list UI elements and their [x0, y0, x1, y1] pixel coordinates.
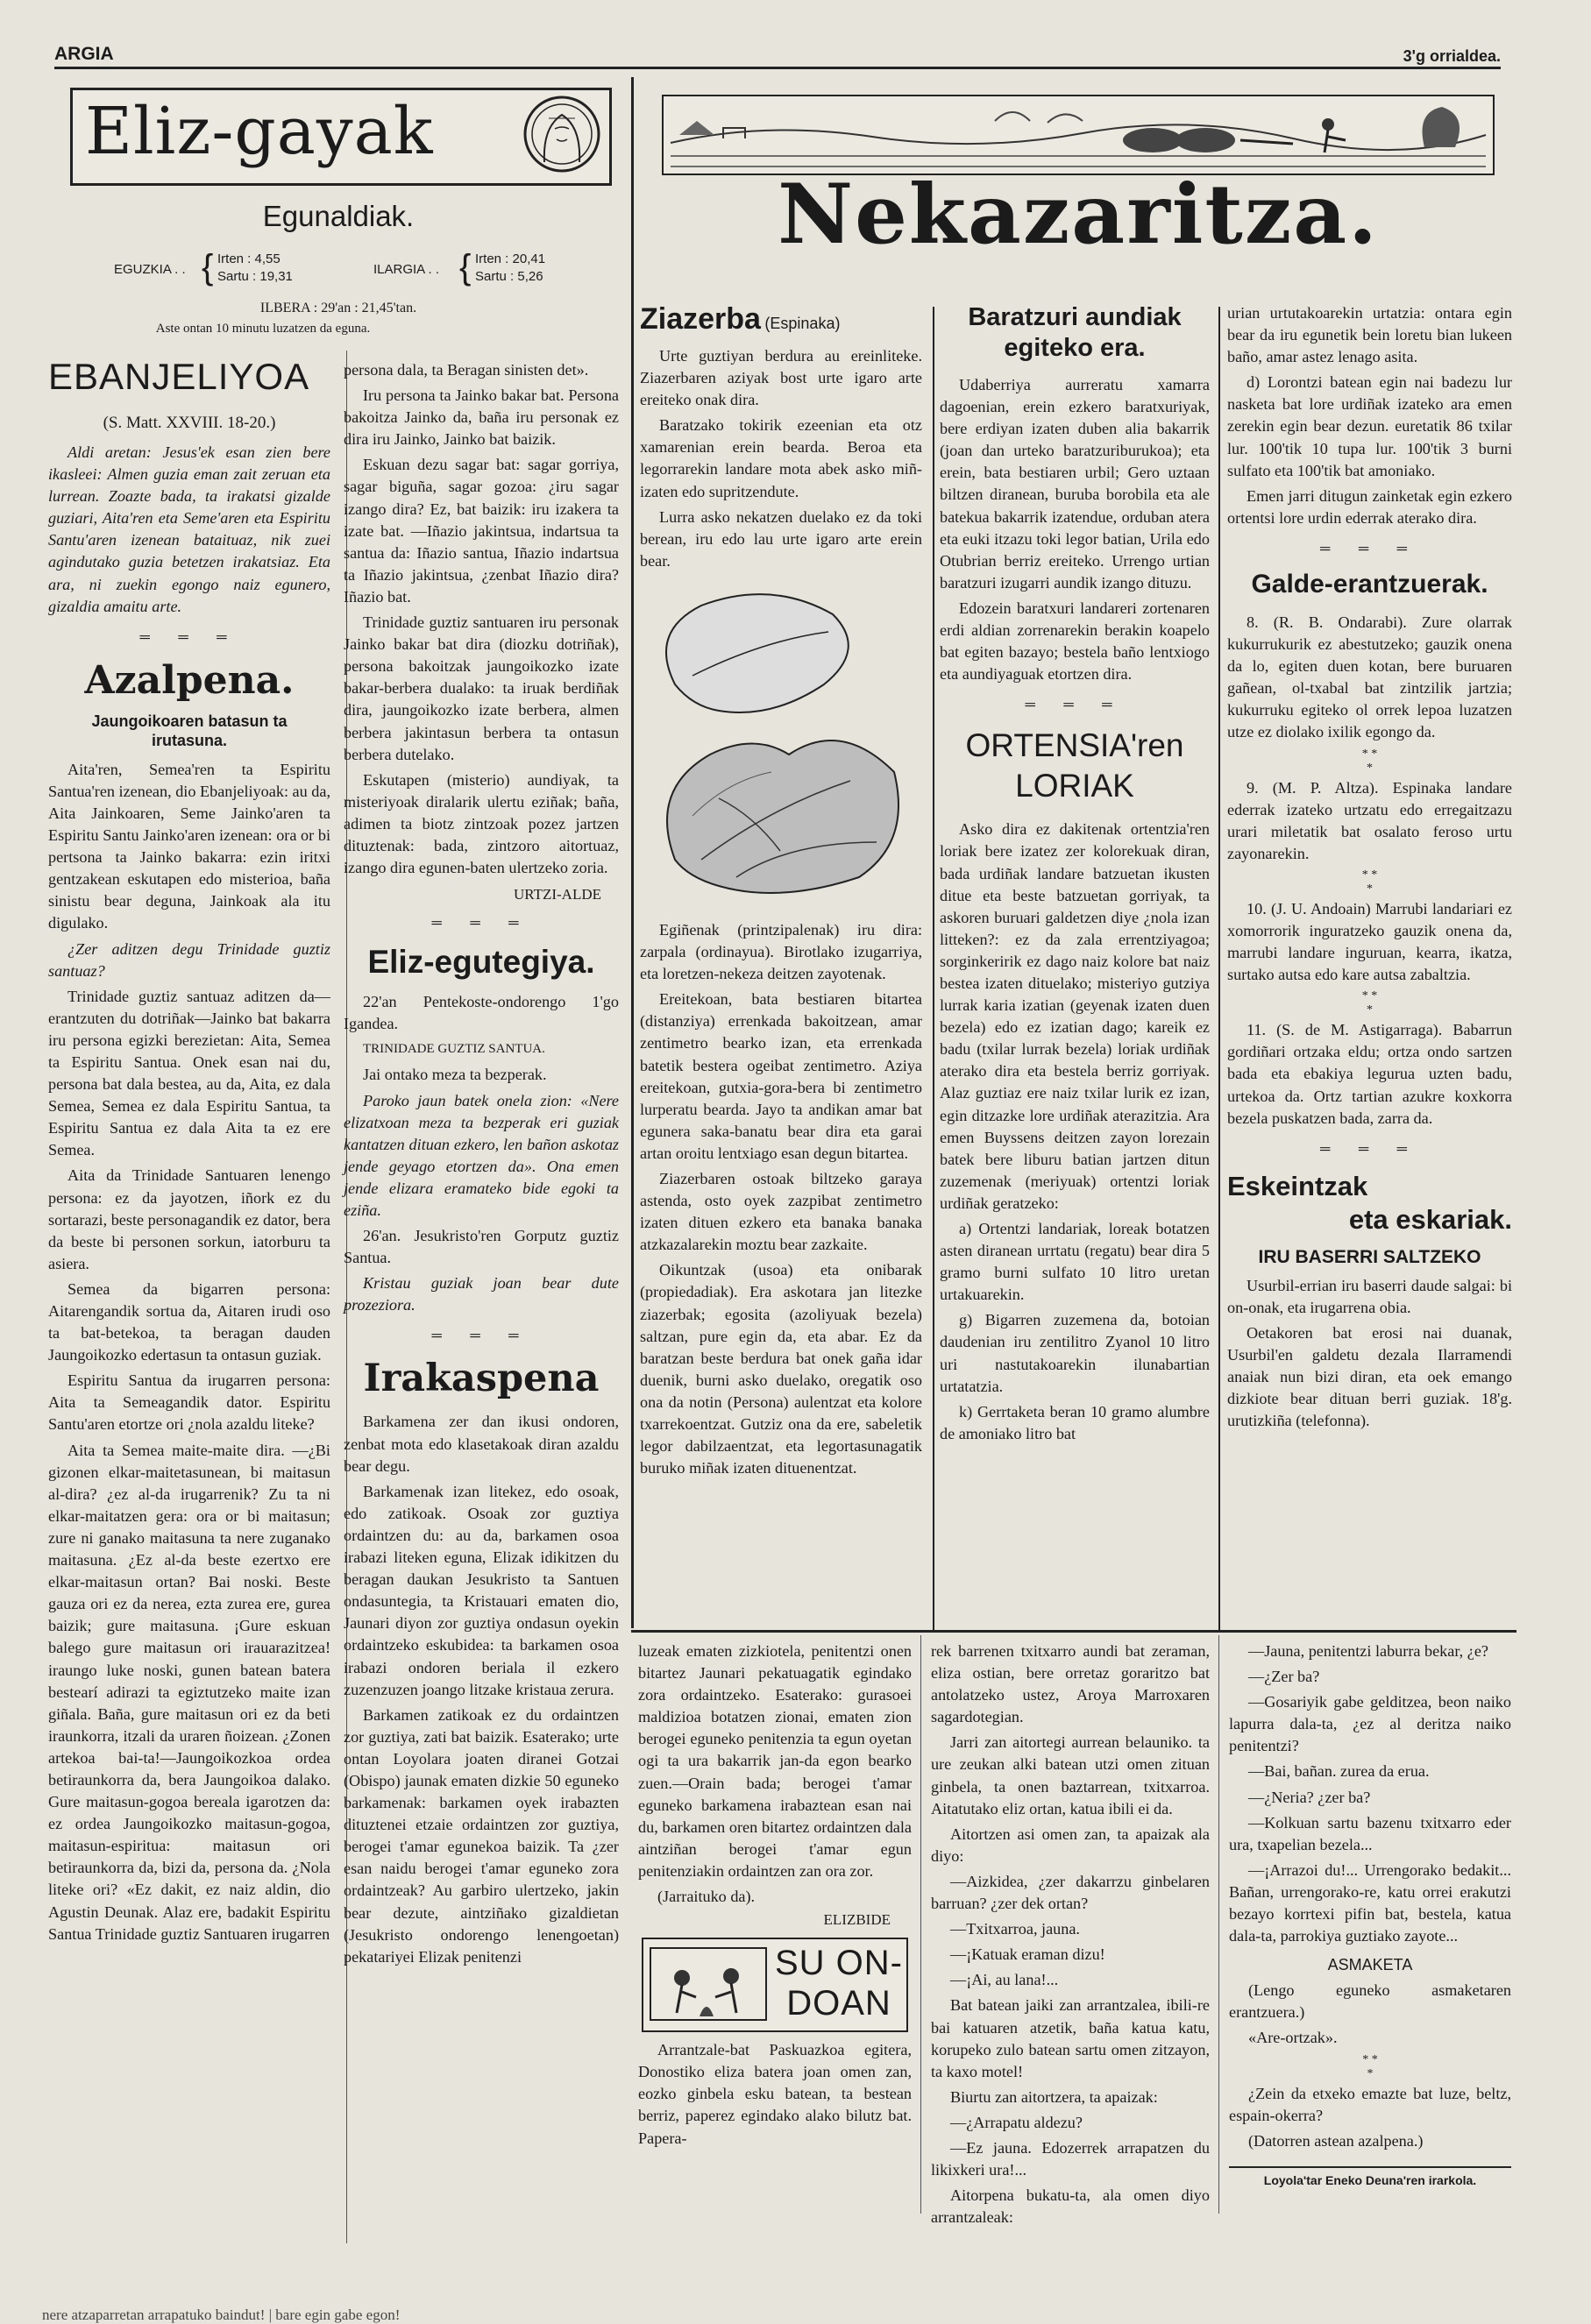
ebanjeliyoa-ref: (S. Matt. XXVIII. 18-20.) — [103, 414, 276, 432]
paragraph: Aita ta Semea maite-maite dira. —¿Bi gizonen elkar-maitetasunean, bi maitasun al-dira? ¿ez al-da irugarrenik? Zu ta ni elkar-maitatzen gera: ora or bi maitasun; zure ni ganako maitasuna ta nere zuganako maitasuna. ¿Ez al-da beste ezertxo ere elkar-maitasun ortan? Bai noski. Beste gauza ori ez da nerea, ezta zurea ere, gurea baizik; gure maitasuna. ¡Gure eskuan balego gure maitasun ori irauarazitzea! iraungo luke noski, gunen batean batera bestearí adirazi ta egiztutzeko maite izan giñala. Baña, gure maitasun ori ez da beti iraunkorra, itzali da uraren ñoizean. ¿Zonen artekoa bai-ta!—Jaungoikozkoa ordea betiraunkorra da, bera Jaungoikoa dalako. Gure maitasun-gogoa bereala igarotzen da: ez ordea Jaungoikozko maitasun-gogoa, maitasun-espiritua: maitasun ori betiraunkorra da, bizi da, persona da. ¿Nola liteke ori? «Ez dakit, ez naiz aldin, dio Agustin Deunak. Alaz ere, badakit Espiritu Santua Trinidade guztiz Santuaren irugarren — [48, 1441, 330, 1943]
irakaspena-title: Irakaspena — [363, 1357, 600, 1401]
galde-erantzuerak-title: Galde-erantzuerak. — [1251, 569, 1488, 599]
column-4 — [940, 302, 1210, 1449]
paragraph: Egiñenak (printzipalenak) iru dira: zarpala (ordinayua). Birotlako izugarriya, eta loretzen-nekeza deitzen zayotenak. — [640, 920, 922, 983]
paragraph: Eskutapen (misterio) aundiyak, ta misteriyoak diralarik ulertu eziñak; baña, adimen ta biotz zintzoak pozez jartzen dituztenak: bada, zintzoro aitortuaz, izango dira egunen-baten ulertzeko zoria. — [344, 770, 619, 877]
su-ondoan-line-1: SU ON- — [775, 1944, 903, 1983]
paragraph: Edozein baratxuri landareri zortenaren erdi aldian zorrenarekin berakin koapelo bat egiten bazayo; bestela baño lentxiogo eta aundiyaguak etortzen dira. — [940, 599, 1210, 684]
nekazaritza-title: Nekazaritza. — [778, 167, 1379, 263]
brace: { — [459, 248, 472, 287]
baratzuri-title: Baratzuri aundiak egiteko era. — [968, 303, 1182, 362]
question-item: 10. (J. U. Andoain) Marrubi landariari ez xomorrorik inguratzeko gauzik onena da, marrubi landare inguruan, kearra, ikatza, surtako autsa edo kare autsa zabaltzia. — [1227, 899, 1512, 984]
paragraph: persona dala, ta Beragan sinisten det». — [344, 361, 589, 379]
paragraph: Espiritu Santua da irugarren persona: Aita ta Semeagandik dator. Espiritu Santu'aren etortze ori ¿nola azaldu liteke? — [48, 1371, 330, 1434]
separator-stars: * * * — [1362, 2052, 1378, 2080]
azalpena-title: Azalpena. — [84, 657, 295, 703]
paragraph: —Jauna, penitentzi laburra bekar, ¿e? — [1248, 1642, 1488, 1660]
section-separator: ═ ═ ═ — [1320, 541, 1419, 556]
column-rule — [933, 307, 934, 1630]
paragraph: Barkamenak izan litekez, edo osoak, edo zatikoak. Osoak zor guztiya ordaintzen du: au da, barkamen osoa irabazi liteken eguna, Elizak idikitzen du beragan daukan Jesukristo ta Santuen ondasuntegia, ta Kristauari ematen dio, Jaunari diyon zor guztiya ondasun oyekin ordaintzeko eskubidea: ta barkamen osoa irabazi ondoren beriala il ezkero zuzenzuzen joango litzake kristaua zerura. — [344, 1482, 619, 1698]
paragraph: —¿Arrapatu aldezu? — [950, 2113, 1083, 2131]
fireside-illustration-icon — [647, 1943, 770, 2025]
ortensia-title-line-2: LORIAK — [1015, 768, 1134, 804]
paragraph: urian urtutakoarekin urtatzia: ontara egin bear da iru egunetik bein loretu bian lukeen baño, amar astez lenago asita. — [1227, 304, 1512, 366]
paragraph: —¿Zer ba? — [1248, 1668, 1320, 1686]
eliz-egutegiya-title: Eliz-egutegiya. — [367, 944, 595, 981]
paragraph: 26'an. Jesukristo'ren Gorputz guztiz Santua. — [344, 1227, 619, 1267]
paragraph: Baratzako tokirik ezeenian eta otz xamarenian erein bearda. Beroa eta legorrarekin landare mota abek asko miñ-izaten edo supritzendute. — [640, 416, 922, 500]
header-rule — [54, 67, 1501, 69]
lower-column-3 — [1229, 1640, 1511, 2189]
column-3 — [640, 302, 922, 1483]
header-page-number: 3'g orrialdea. — [1403, 47, 1501, 65]
paragraph: ¿Zein da etxeko emazte bat luze, beltz, espain-okerra? — [1229, 2084, 1511, 2124]
paragraph: luzeak ematen zizkiotela, penitentzi onen bitartez Jaunari pekatuagatik egindako zora ordaintzeko. Esaterako: gurasoei maldizioa botatzen zionai, ematen zion berogei eguneko penitenzia ta egun oyetan ogi ta ura bakarrik jan-da egon bearko zuen.—Orain bada; berogei t'amar eguneko barkamena irabaztean esan nai du, barkamen oren bitartez ordaintzen dala aintziñan berogei t'amar egun penitenziakin ordaintzen zan ora zor. — [638, 1642, 912, 1880]
elizbide-signature: ELIZBIDE — [823, 1911, 891, 1929]
asmaketa-title: ASMAKETA — [1327, 1956, 1413, 1974]
paragraph: Jai ontako meza ta bezperak. — [363, 1066, 547, 1084]
lower-column-1 — [638, 1640, 912, 2153]
printer-footer: Loyola'tar Eneko Deuna'ren irarkola. — [1263, 2172, 1477, 2187]
paragraph: Lurra asko nekatzen duelako ez da toki berean, iru edo lau urte igaro arte erein bear. — [640, 507, 922, 570]
question-item: 9. (M. P. Altza). Espinaka landare ederrak izateko urtzatu edo erregaitzazu urari miletatik bat osalato feroso urtu zayonarekin. — [1227, 778, 1512, 862]
spinach-illustration — [640, 579, 922, 912]
brace: { — [202, 248, 214, 287]
farming-scene-illustration — [662, 95, 1495, 175]
paragraph: Emen jarri ditugun zainketak egin ezkero ortentsi lore urdin ederrak aterako dira. — [1227, 486, 1512, 527]
paragraph: Barkamena zer dan ikusi ondoren, zenbat mota edo klasetakoak diran azaldu bear degu. — [344, 1413, 619, 1475]
ziazerba-heading — [640, 302, 922, 337]
paragraph: ¿Zer aditzen degu Trinidade guztiz santuaz? — [48, 939, 330, 980]
header-publication: ARGIA — [54, 44, 114, 64]
eguzkia-rise: Irten : 4,55 — [217, 252, 281, 266]
separator-stars: * * * — [1361, 868, 1378, 896]
paragraph: Ziazerbaren ostoak biltzeko garaya astenda, osto oyek zazpibat zentimetro izaten dituen ezkero eta banaka banaka atzkazalarekin moztu bear zazkaite. — [640, 1169, 922, 1254]
question-item: 8. (R. B. Ondarabi). Zure olarrak kukurrukurik ez abestutzeko; gauzik onena da lo, egiten duen kotan, bere buruaren gañean, ol-txabal bat zintzilik jartzia; kukurruku egiteko ol orrek lepoa luzatzen utze ez diolako ixilik egongo da. — [1227, 613, 1512, 741]
paragraph: Aita da Trinidade Santuaren lenengo persona: ez da jayotzen, iñork ez du sortarazi, beste personagandik ez dator, bera da beste bi personen sorkun, iatorburu ta asiera. — [48, 1166, 330, 1272]
paragraph: Trinidade guztiz santuaren iru personak Jainko bakar bat dira (diozku dotriñak), persona bakoitzak jaungoikozko izate bakar-berbera dualako: ta iruak berdiñak dira, jaungoikozko izate berbera, almen berbera jakintasun berbera ta ontasun berbera dutelako. — [344, 613, 619, 763]
paragraph: d) Lorontzi batean egin nai badezu lur nasketa bat lore urdiñak izateko ara emen zerekin egin bear dezun. euretatik 86 txilar lur. 100'tik 10 tupa lur. 100'tik 3 burni sulfato eta 100'tik bat amoniako. — [1227, 373, 1512, 479]
paragraph: —¿Neria? ¿zer ba? — [1248, 1788, 1371, 1806]
column-1 — [48, 349, 330, 1949]
separator-stars: * * * — [1361, 747, 1378, 775]
paragraph: g) Bigarren zuzemena da, botoian daudenian iru zentilitro Zyanol 10 litro uri nastutakoarekin ilunabartian urtatatzia. — [940, 1311, 1210, 1395]
paragraph: Barkamen zatikoak ez du ordaintzen zor guztiya, zati bat baizik. Esaterako; urte ontan Loyolara joaten diranei Gotzai (Obispo) jaunak ematen dizkie 50 eguneko barkamenak: barkamen oyek irabazten dituztenei etzaie ordaintzen zor guztiya, berogei t'amar egunekoa baizik. Ta ¿zer esan naidu berogei t'amar eguneko zora ordaintzeak? Au garbiro ulertzeko, jakin bear dezute, aintziñako gizaldietan (Jesukristo ondorengo lenengoetan) pekatariyei Elizak penitenzi — [344, 1705, 619, 1966]
paragraph: (Datorren astean azalpena.) — [1248, 2131, 1424, 2150]
column-2 — [344, 359, 619, 1972]
ziazerba-subtitle: (Espinaka) — [764, 315, 841, 332]
ortensia-title — [940, 726, 1210, 806]
column-rule — [1218, 307, 1220, 1630]
paragraph: Oikuntzak (usoa) eta onibarak (propiedadiak). Era askotara jan litezke ziazerbak; egosita (azoliyuak bezela) saltzan, pure egin da, eta abar. Ez da baratzan beste berdura bat onek gaña idar duenik, burni asko duelako, oregatik oso ona da notin (Persona) aulentzat eta kolore txarrekoentzat. Gutziz ona da ere, sabeletik legor dabilzaentzat, eta legortasunagatik buruko miñak izaten dituenentzat. — [640, 1261, 922, 1477]
paragraph: —Aizkidea, ¿zer dakarrzu ginbelaren barruan? ¿zer dek ortan? — [931, 1872, 1210, 1913]
bottom-cut-line: nere atzaparretan arrapatuko baindut! | bare egin gabe egon! — [42, 2306, 401, 2323]
paragraph: Biurtu zan aitortzera, ta apaizak: — [950, 2087, 1158, 2106]
column-5 — [1227, 302, 1512, 1435]
ebanjeliyoa-title: EBANJELIYOA — [48, 356, 310, 397]
paragraph: Trinidade guztiz santuaz aditzen da—erantzuten du dotriñak—Jainko bat bakarra iru persona egizki berezietan: Aita, Semea ta Espiritu Santua. Onek esan nai du, persona bat dala bestea, au da, Aita, ez dala Semea, Semea ez dala Espiritu Santua, ta Espiritu Santua ez dala Aita ta ez ere Semea. — [48, 987, 330, 1159]
paragraph: Usurbil-errian iru baserri daude salgai: bi on-onak, eta irugarrena obia. — [1227, 1276, 1512, 1316]
paragraph: (Lengo eguneko asmaketaren erantzuera.) — [1229, 1981, 1511, 2022]
question-item: 11. (S. de M. Astigarraga). Babarrun gordiñari ortzaka eldu; ortza ondo sartzen bada eta ebakiya legurua uzten badu, urtekoa da. Ortz tartian azukre koxkorra bezela puskatzen bada, zarra da. — [1227, 1021, 1512, 1127]
separator-stars: * * * — [1361, 989, 1378, 1017]
paragraph: —Kolkuan sartu bazenu txitxarro eder ura, txapelian bezela... — [1229, 1813, 1511, 1853]
paragraph: 22'an Pentekoste-ondorengo 1'go Igandea. — [344, 993, 619, 1033]
paragraph: —Bai, bañan. zurea da erua. — [1248, 1762, 1430, 1781]
section-separator: ═ ═ ═ — [431, 916, 531, 932]
su-ondoan-banner — [642, 1938, 908, 2032]
eskeintzak-title-line-1: Eskeintzak — [1227, 1170, 1368, 1201]
su-ondoan-title — [775, 1943, 903, 2023]
paragraph: —¡Katuak eraman dizu! — [950, 1945, 1105, 1964]
paragraph: Bat batean jaiki zan arrantzalea, ibili-re bai katuaren atzetik, baña katua katu, korupeko zulo batean sartu omen zitzayon, ta kaxo motel! — [931, 1996, 1210, 2080]
column-rule — [631, 77, 634, 1628]
paragraph: Paroko jaun batek onela zion: «Nere elizatxoan meza ta bezperak eri guziak kantatzen dituan ezkero, len bañon askotaz jende geyago etortzen da». Ona emen jende elizara eramateko bide egoki ta eziña. — [344, 1091, 619, 1219]
lower-section-rule — [631, 1630, 1516, 1633]
azalpena-subtitle: Jaungoikoaren batasun ta irutasuna. — [91, 712, 288, 749]
paragraph: Iru persona ta Jainko bakar bat. Persona bakoitza Jainko da, baña iru personak ez dira iru Jainko, Jainko bat baizik. — [344, 386, 619, 449]
section-separator: ═ ═ ═ — [1025, 698, 1125, 713]
sun-moon-table — [105, 250, 596, 302]
eguzkia-set: Sartu : 19,31 — [217, 269, 293, 284]
paragraph: —Ez jauna. Edozerrek arrapatzen du likixkeri ura!... — [931, 2138, 1210, 2179]
ilargia-label: ILARGIA . . — [373, 262, 440, 277]
paragraph: Urte guztiyan berdura au ereinliteke. Ziazerbaren aziyak bost urte igaro arte ereiteko onak dira. — [640, 347, 922, 409]
eliz-gayak-title: Eliz-gayak — [85, 94, 434, 169]
ebanjeliyoa-text: Aldi aretan: Jesus'ek esan zien bere ikasleei: Almen guzia eman zait zeruan eta lurrean. Zoazte bada, ta irakatsi gizalde guziari, Aita'ren eta Seme'aren eta Espiritu Santu'aren izenean bataituaz, nik zuei agindutako guzia betetzen irakatsiaz. Eta ara, ni zuekin egongo naiz egunero, gizaldia amaitu arte. — [48, 443, 330, 615]
paragraph: Aitorpena bukatu-ta, ala omen diyo arrantzaleak: — [931, 2186, 1210, 2227]
paragraph: «Are-ortzak». — [1248, 2029, 1338, 2047]
paragraph: (Jarraituko da). — [657, 1888, 756, 1906]
paragraph: a) Ortentzi landariak, loreak botatzen asten diranean urrtatu (regatu) bear dira 5 gramo burni sulfato 10 litro uretan urtakuarekin. — [940, 1220, 1210, 1304]
eguzkia-label: EGUZKIA . . — [114, 262, 186, 277]
eskeintzak-title — [1227, 1170, 1512, 1236]
ortensia-title-line-1: ORTENSIA'ren — [965, 727, 1184, 764]
paragraph: Kristau guziak joan bear dute prozeziora. — [344, 1274, 619, 1314]
paragraph: k) Gerrtaketa beran 10 gramo alumbre de amoniako litro bat — [940, 1402, 1210, 1442]
paragraph: Oetakoren bat erosi nai duanak, Usurbil'en galdetu dezala Ilarramendi anaiak nun bizi diran, eta oek emango dizkiote bear dituan berri guziak. 18'g. urutizkiña (telefonna). — [1227, 1323, 1512, 1430]
saint-portrait-icon — [518, 92, 606, 178]
su-ondoan-line-2: DOAN — [786, 1984, 891, 2023]
col2-signature: URTZI-ALDE — [513, 886, 601, 903]
section-separator: ═ ═ ═ — [1320, 1141, 1419, 1157]
printer-footer-box — [1229, 2166, 1511, 2189]
paragraph: —Gosariyik gabe gelditzea, beon naiko lapurra dala-ta, ¿ez al deritza naiko penitentzi? — [1229, 1693, 1511, 1755]
ilargia-rise: Irten : 20,41 — [475, 252, 546, 266]
paragraph: Arrantzale-bat Paskuazkoa egitera, Donostiko eliza batera joan omen zan, eozko ginbela esku batean, ta bestean berriz, paperez egindako alako bilutz bat. Papera- — [638, 2041, 912, 2147]
ilargia-set: Sartu : 5,26 — [475, 269, 543, 284]
paragraph: rek barrenen txitxarro aundi bat zeraman, eliza ostian, bere orretaz goraritzo bat antolatzeko ustez, Aroya Marroxaren sagardotegian. — [931, 1642, 1210, 1726]
paragraph: —Txitxarroa, jauna. — [950, 1920, 1080, 1938]
section-separator: ═ ═ ═ — [431, 1329, 531, 1344]
paragraph: Asko dira ez dakitenak ortentzia'ren loriak bere izatez zer kolorekuak diran, bada urdiñak landare batzuetan ikusten ditue eta beste batzuetan gorriyak, ta askoren buruari galdetzen diye ¿nola izan litteken?: ez da zala errentziyagoa; sorginkeririk ez dago naiz kolore bat naiz bestea izaten dituelako; misteriyo gutziya lurrak karia izatian (geyenak izaten duen bezela) edo ez izatian dago; kareik ez badu (txilar lurrak bezela) loriak urdiñak aterako dira eta bestela berriz gorriyak. Alaz guztiaz ere naiz txilar lurik ez izan, egin ditzazke lore urdiñak aterazitzia. Ara emen Buyssens deitzen zayon lorezain batek bere liburu batian jartzen ditun zuzemenak (meriyuak) ortentzi loriak urdiñak geratzeko: — [940, 820, 1210, 1212]
paragraph: —¡Ai, au lana!... — [950, 1971, 1059, 1989]
paragraph: Aitortzen asi omen zan, ta apaizak ala diyo: — [931, 1824, 1210, 1865]
egunaldiak-heading: Egunaldiak. — [262, 200, 415, 232]
lower-column-2 — [931, 1640, 1210, 2232]
paragraph: Semea da bigarren persona: Aitarengandik sortua da, Aitaren irudi oso ta bat-betekoa, ta beragan dauden Jaungoikozko edertasun ta ontasun guziak. — [48, 1279, 330, 1364]
eskeintzak-title-line-2: eta eskariak. — [1348, 1203, 1512, 1235]
paragraph: Ereitekoan, bata bestiaren bitartea (distanziya) errenkada bakoitzean, amar zentimetro bearko izan, eta errenkada batetik bestera ogeibat zentimetro. Aziya ereitekoan, gutxia-gora-bera bi zentimetro lurperatu bearda. Jayo ta andikan amar bat egunera saka-banatu bear dira eta garai artan oroitu lentxiago esan degun bitartea. — [640, 990, 922, 1162]
paragraph: Udaberriya aurreratu xamarra dagoenian, erein ezkero baratxuriyak, bere erdiyan izaten duben alia bakarrik (joan dan urteko baratzuriburukoa); eta erein, bata bestiaren urbil; Gero uztaan biltzen diranean, buruba borobila eta ale batekua bakarrik izatendue, orduban atera eta euki itzazu toki legor batian, Urila edo Otubrian berriz ereiteko. Urrengo urtian baratzuri izugarri aundik izango dituzu. — [940, 376, 1210, 592]
paragraph: Eskuan dezu sagar bat: sagar gorriya, sagar biguña, sagar gozoa: ¿iru sagar izango dira? Ez, bat baizik: iru izakera ta izate bat. —Iñazio jakintsua, indartsua ta santua da: Iñazio santua, Iñazio indartsua ta Iñazio jakintsua, ¿zenbat Iñazio dira? Iñazio bat. — [344, 456, 619, 606]
eskeintzak-subtitle: IRU BASERRI SALTZEKO — [1258, 1246, 1481, 1267]
paragraph: —¡Arrazoi du!... Urrengorako bedakit... Bañan, urrengorako-re, katu orrei erakutzi bezayo korrtexi pifin bat, bestela, katua dala-ta, parrokiya guztiako zayote... — [1229, 1860, 1511, 1945]
column-rule — [1218, 1635, 1219, 2214]
aste-line: Aste ontan 10 minutu luzatzen da eguna. — [155, 322, 371, 336]
column-rule — [920, 1635, 921, 2214]
eliz-gayak-banner — [70, 88, 612, 186]
ilbera-line: ILBERA : 29'an : 21,45'tan. — [259, 301, 417, 315]
paragraph: Aita'ren, Semea'ren ta Espiritu Santua'ren izenean, dio Ebanjeliyoak: au da, Aita Jainkoaren, Seme Jainko'aren ta Espiritu Santu Jainko'aren izenean: ora or bi pertsona ta Jainko bakarra: ezin iritxi gentzakean eskutapen edo misterioa, baña sinistu bear deguna, Jainkoak ala itu digulako. — [48, 760, 330, 932]
paragraph: TRINIDADE GUZTIZ SANTUA. — [363, 1042, 545, 1057]
ziazerba-title: Ziazerba — [640, 302, 761, 336]
paragraph: Jarri zan aitortegi aurrean belauniko. ta ure zeukan alki batean utzi omen zituan ginbela, ta onen baztarrean, txitxarroa. Aitatutako eliz ortan, katua ibili ei da. — [931, 1733, 1210, 1817]
section-separator: ═ ═ ═ — [139, 629, 239, 645]
